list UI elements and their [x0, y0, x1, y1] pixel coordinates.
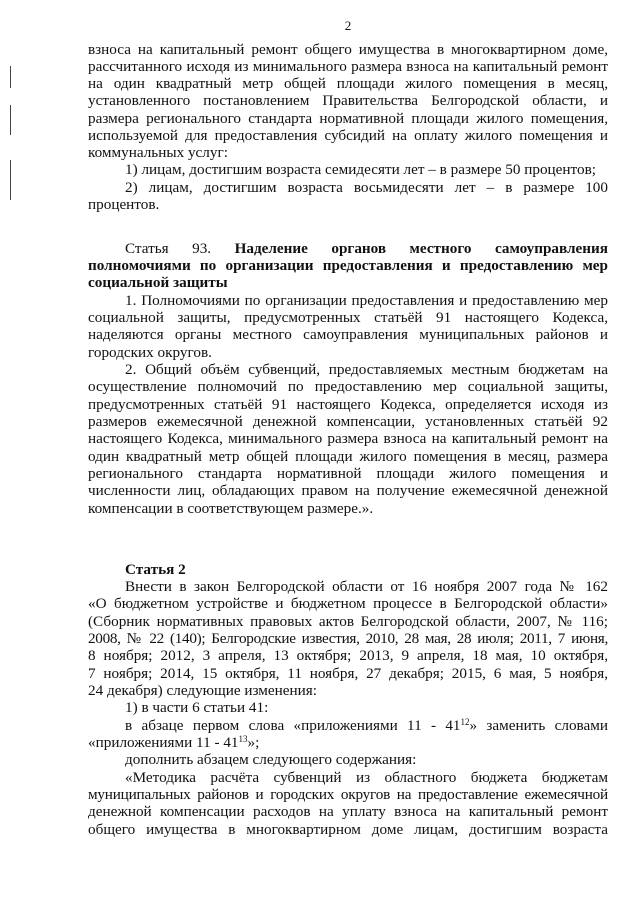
text-line: настоящего Кодекса, минимального размера взноса на капитальный ремонт на	[88, 430, 608, 447]
text-line: 8 ноября; 2012, 3 апреля, 13 октября; 2013, 9 апреля, 18 мая, 10 октября,	[88, 647, 608, 664]
text-line: 2. Общий объём субвенций, предоставляемых местным бюджетам на	[125, 361, 608, 378]
text-line: Внести в закон Белгородской области от 16 ноября 2007 года № 162	[125, 578, 608, 595]
text-span: «приложениями 11 - 41	[88, 734, 239, 751]
text-line: общего имущества в многоквартирном доме лицам, достигшим возраста	[88, 821, 608, 838]
text-line	[88, 734, 608, 751]
text-line: размера регионального стандарта нормативной площади жилого помещения,	[88, 110, 608, 127]
text-line: 24 декабря) следующие изменения:	[88, 682, 317, 699]
text-line: компенсации в соответствующем размере.».	[88, 500, 374, 517]
text-line: денежной компенсации расходов на уплату взноса на капитальный ремонт	[88, 803, 608, 820]
text-line: рассчитанного исходя из минимального размера взноса на капитальный ремонт	[88, 58, 608, 75]
text-line: 1. Полномочиями по организации предоставления и предоставлению мер	[125, 292, 608, 309]
text-line: (Сборник нормативных правовых актов Белгородской области, 2007, № 116;	[88, 613, 608, 630]
text-line: социальной защиты, предусмотренных статьёй 91 настоящего Кодекса,	[88, 309, 608, 326]
text-line: регионального стандарта нормативной площади жилого помещения и	[88, 465, 608, 482]
text-line: размеров ежемесячной денежной компенсации, установленных статьёй 92	[88, 413, 608, 430]
text-line: наделяются органы местного самоуправления муниципальных районов и	[88, 326, 608, 343]
text-span: » заменить словами	[469, 717, 608, 734]
text-line: муниципальных районов и городских округов на предоставление ежемесячной	[88, 786, 608, 803]
page-number: 2	[344, 18, 352, 33]
list-item: 2) лицам, достигшим возраста восьмидесяти лет – в размере 100	[125, 179, 608, 196]
superscript: 13	[238, 734, 248, 744]
text-line: предусмотренных статьёй 91 настоящего Кодекса, определяется исходя из	[88, 396, 608, 413]
text-line	[88, 717, 608, 734]
text-line: 1) в части 6 статьи 41:	[125, 699, 269, 716]
article-2-heading: Статья 2	[125, 561, 186, 578]
scan-margin-mark	[10, 66, 11, 88]
article-heading	[88, 240, 608, 257]
article-title-line: социальной защиты	[88, 274, 228, 291]
text-line: городских округов.	[88, 344, 212, 361]
text-line: 2008, № 22 (140); Белгородские известия, 2010, 28 мая, 28 июля; 2011, 7 июня,	[88, 630, 608, 647]
text-line: процентов.	[88, 196, 160, 213]
text-span: в абзаце первом слова «приложениями 11 - 41	[125, 717, 461, 734]
text-line: «О бюджетном устройстве и бюджетном процессе в Белгородской области»	[88, 595, 608, 612]
text-line: используемой для предоставления субсидий на оплату жилого помещения и	[88, 127, 608, 144]
text-line: один квадратный метр общей площади жилого помещения в месяц, размера	[88, 448, 608, 465]
scan-margin-mark	[10, 105, 11, 135]
text-span: »;	[247, 734, 260, 751]
text-line: взноса на капитальный ремонт общего имущества в многоквартирном доме,	[88, 41, 608, 58]
text-line: численности лиц, обладающих правом на получение ежемесячной денежной	[88, 482, 608, 499]
text-line: на один квадратный метр общей площади жилого помещения в месяц,	[88, 75, 608, 92]
text-line: «Методика расчёта субвенций из областного бюджета бюджетам	[125, 769, 608, 786]
article-title: Наделение органов местного самоуправления	[234, 240, 608, 257]
text-line: установленного постановлением Правительства Белгородской области, и	[88, 92, 608, 109]
document-page	[88, 0, 608, 905]
article-title-line: полномочиями по организации предоставления и предоставлению мер	[88, 257, 608, 274]
text-line: коммунальных услуг:	[88, 144, 228, 161]
text-line: дополнить абзацем следующего содержания:	[125, 751, 417, 768]
text-line: 7 ноября; 2014, 15 октября, 11 ноября, 27 декабря; 2015, 6 мая, 5 ноября,	[88, 665, 608, 682]
article-number: Статья 93.	[125, 240, 212, 257]
list-item: 1) лицам, достигшим возраста семидесяти лет – в размере 50 процентов;	[125, 161, 596, 178]
scan-margin-mark	[10, 160, 11, 200]
superscript: 12	[460, 717, 470, 727]
text-line: осуществление полномочий по предоставлению мер социальной защиты,	[88, 378, 608, 395]
